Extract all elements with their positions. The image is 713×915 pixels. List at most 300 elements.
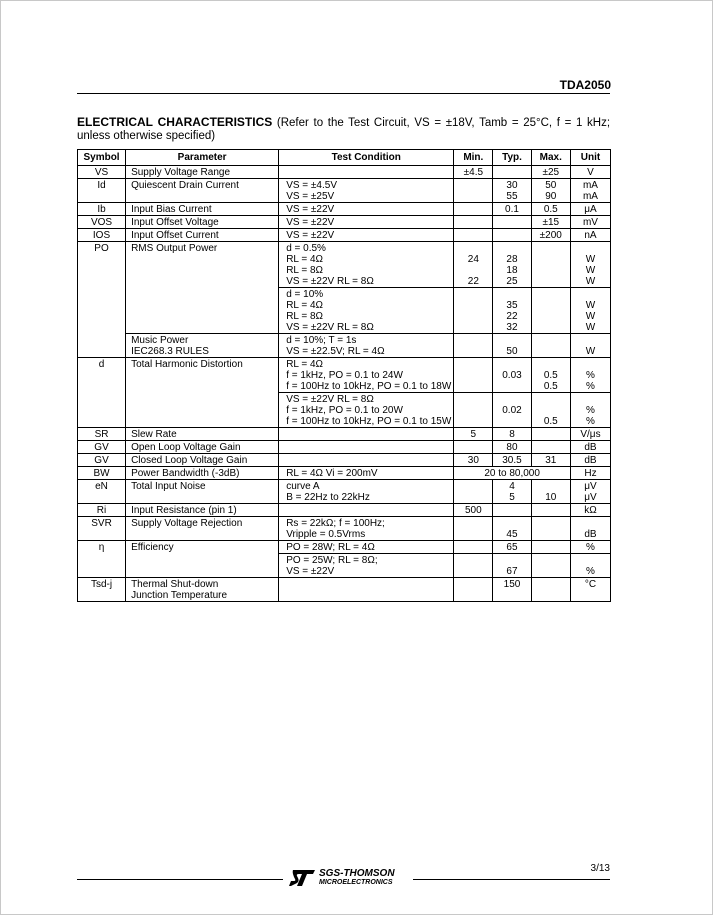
max-cell-line: ±200 bbox=[539, 230, 562, 241]
max-cell-line: 0.5 bbox=[543, 416, 558, 427]
unit-cell-line: μV bbox=[584, 481, 597, 492]
max-cell-line bbox=[534, 254, 568, 265]
max-cell bbox=[531, 166, 570, 179]
unit-cell bbox=[570, 517, 610, 541]
symbol-cell: d bbox=[78, 358, 126, 393]
min-cell: ±4.5 bbox=[454, 166, 493, 179]
max-cell-line: 31 bbox=[545, 455, 557, 466]
min-cell-line bbox=[456, 217, 490, 228]
typ-cell-line: 150 bbox=[503, 579, 521, 590]
max-cell bbox=[531, 480, 570, 504]
symbol-cell: SR bbox=[78, 428, 126, 441]
parameter-cell bbox=[126, 288, 279, 334]
typ-cell-line: 0.03 bbox=[502, 370, 522, 381]
unit-cell-line: W bbox=[585, 276, 596, 287]
condition-cell-line: VS = ±4.5V bbox=[286, 180, 337, 191]
typ-cell bbox=[493, 504, 531, 517]
min-cell bbox=[454, 554, 493, 578]
condition-cell bbox=[279, 441, 454, 454]
unit-cell-line: W bbox=[585, 346, 596, 357]
max-cell bbox=[531, 242, 570, 288]
parameter-cell bbox=[126, 179, 279, 203]
unit-cell-line: % bbox=[586, 566, 595, 577]
parameter-cell-line: Open Loop Voltage Gain bbox=[131, 442, 241, 453]
condition-cell-line bbox=[286, 579, 451, 590]
min-cell-line bbox=[456, 416, 490, 427]
condition-cell-line: d = 10% bbox=[286, 289, 324, 300]
unit-cell-line: % bbox=[586, 381, 595, 392]
symbol-cell bbox=[78, 288, 126, 334]
min-cell-line bbox=[456, 405, 490, 416]
parameter-cell bbox=[126, 480, 279, 504]
condition-cell-line: VS = ±22V RL = 8Ω bbox=[286, 322, 374, 333]
max-cell-line bbox=[534, 566, 568, 577]
symbol-cell bbox=[78, 554, 126, 578]
max-cell bbox=[531, 578, 570, 602]
typ-cell bbox=[493, 578, 531, 602]
unit-cell-line: μV bbox=[584, 492, 597, 503]
unit-cell-line: % bbox=[586, 405, 595, 416]
parameter-cell bbox=[126, 467, 279, 480]
unit-cell-line: % bbox=[586, 370, 595, 381]
max-cell-line: 0.5 bbox=[543, 381, 558, 392]
max-cell bbox=[531, 517, 570, 541]
min-cell-line bbox=[456, 191, 490, 202]
unit-cell-line: dB bbox=[584, 529, 597, 540]
condition-cell bbox=[279, 454, 454, 467]
symbol-cell: PO bbox=[78, 242, 126, 288]
table-row bbox=[78, 467, 611, 480]
max-cell-line bbox=[534, 243, 568, 254]
max-cell-line bbox=[534, 529, 568, 540]
max-cell-line bbox=[534, 429, 568, 440]
max-cell-line: ±15 bbox=[542, 217, 560, 228]
symbol-cell: IOS bbox=[78, 229, 126, 242]
min-cell-line bbox=[456, 243, 490, 254]
min-cell-line: 24 bbox=[467, 254, 479, 265]
table-row bbox=[78, 358, 611, 393]
typ-cell-line: 4 bbox=[509, 481, 515, 492]
max-cell-line bbox=[534, 555, 568, 566]
condition-cell-line: d = 10%; T = 1s bbox=[286, 335, 357, 346]
unit-cell-line: W bbox=[585, 265, 596, 276]
condition-cell-line bbox=[286, 442, 451, 453]
parameter-cell bbox=[126, 428, 279, 441]
typ-cell-line: 32 bbox=[506, 322, 518, 333]
typ-cell bbox=[493, 203, 531, 216]
min-cell-line bbox=[456, 300, 490, 311]
symbol-cell: GV bbox=[78, 441, 126, 454]
min-cell-line bbox=[456, 442, 490, 453]
min-cell-line bbox=[456, 359, 490, 370]
condition-cell bbox=[279, 428, 454, 441]
min-cell-line bbox=[456, 289, 490, 300]
table-row bbox=[78, 216, 611, 229]
parameter-cell bbox=[126, 504, 279, 517]
max-cell-line bbox=[534, 518, 568, 529]
symbol-cell: VOS bbox=[78, 216, 126, 229]
unit-cell-line bbox=[573, 394, 608, 405]
parameter-cell bbox=[126, 441, 279, 454]
unit-cell-line: dB bbox=[584, 442, 597, 453]
condition-cell-line: VS = ±22V bbox=[286, 230, 335, 241]
min-cell bbox=[454, 242, 493, 288]
value-span-cell: 20 to 80,000 bbox=[454, 467, 571, 480]
typ-cell-line: 25 bbox=[506, 276, 518, 287]
part-number: TDA2050 bbox=[559, 78, 611, 92]
typ-cell-line: 65 bbox=[506, 542, 518, 553]
typ-cell-line: 0.02 bbox=[502, 405, 522, 416]
condition-cell bbox=[279, 216, 454, 229]
typ-cell bbox=[493, 166, 531, 179]
column-header-typ: Typ. bbox=[493, 150, 531, 166]
condition-cell bbox=[279, 393, 454, 428]
symbol-cell: VS bbox=[78, 166, 126, 179]
table-header-row bbox=[78, 150, 611, 166]
unit-cell-line bbox=[573, 335, 608, 346]
max-cell bbox=[531, 203, 570, 216]
unit-cell-line: kΩ bbox=[584, 505, 597, 516]
parameter-cell bbox=[126, 358, 279, 393]
typ-cell bbox=[493, 480, 531, 504]
condition-cell-line: f = 100Hz to 10kHz, PO = 0.1 to 18W bbox=[286, 381, 452, 392]
table-row bbox=[78, 541, 611, 554]
table-row bbox=[78, 504, 611, 517]
symbol-cell bbox=[78, 334, 126, 358]
unit-cell bbox=[570, 441, 610, 454]
parameter-cell-line bbox=[131, 394, 276, 405]
unit-cell-line bbox=[573, 555, 608, 566]
table-row bbox=[78, 578, 611, 602]
max-cell-line bbox=[534, 405, 568, 416]
max-cell bbox=[531, 179, 570, 203]
table-row bbox=[78, 288, 611, 334]
max-cell-line bbox=[534, 322, 568, 333]
typ-cell-line bbox=[495, 381, 528, 392]
max-cell-line bbox=[534, 505, 568, 516]
min-cell-line bbox=[456, 370, 490, 381]
max-cell-line: 90 bbox=[545, 191, 557, 202]
parameter-cell bbox=[126, 578, 279, 602]
typ-cell-line: 28 bbox=[506, 254, 518, 265]
table-row bbox=[78, 393, 611, 428]
column-header-parameter: Parameter bbox=[126, 150, 279, 166]
min-cell-line bbox=[456, 265, 490, 276]
min-cell bbox=[454, 203, 493, 216]
table-row bbox=[78, 229, 611, 242]
header-rule bbox=[77, 93, 610, 94]
condition-cell-line: PO = 25W; RL = 8Ω; bbox=[286, 555, 378, 566]
typ-cell-line: 55 bbox=[506, 191, 518, 202]
unit-cell-line: % bbox=[586, 542, 595, 553]
unit-cell-line: % bbox=[586, 416, 595, 427]
symbol-cell: eN bbox=[78, 480, 126, 504]
unit-cell bbox=[570, 179, 610, 203]
parameter-cell bbox=[126, 554, 279, 578]
unit-cell bbox=[570, 242, 610, 288]
typ-cell bbox=[493, 541, 531, 554]
min-cell bbox=[454, 393, 493, 428]
unit-cell-line: mA bbox=[582, 191, 598, 202]
typ-cell-line bbox=[495, 394, 528, 405]
symbol-cell: Ri bbox=[78, 504, 126, 517]
parameter-cell bbox=[126, 229, 279, 242]
condition-cell bbox=[279, 203, 454, 216]
table-row bbox=[78, 166, 611, 179]
parameter-cell bbox=[126, 166, 279, 179]
unit-cell bbox=[570, 504, 610, 517]
unit-cell bbox=[570, 554, 610, 578]
unit-cell-line: dB bbox=[584, 455, 597, 466]
section-subtitle: (Refer to the Test Circuit, VS = ±18V, Tamb = 25°C, f = 1 kHz; unless otherwise specified) bbox=[77, 117, 611, 142]
condition-cell bbox=[279, 179, 454, 203]
parameter-cell-line: Closed Loop Voltage Gain bbox=[131, 455, 248, 466]
table-row bbox=[78, 242, 611, 288]
condition-cell-line: f = 1kHz, PO = 0.1 to 24W bbox=[286, 370, 403, 381]
condition-cell bbox=[279, 358, 454, 393]
max-cell-line: 10 bbox=[545, 492, 557, 503]
typ-cell-line: 50 bbox=[506, 346, 518, 357]
condition-cell-line: VS = ±22V bbox=[286, 204, 335, 215]
max-cell-line: 0.5 bbox=[543, 204, 558, 215]
condition-cell bbox=[279, 166, 454, 179]
condition-cell-line: RL = 4Ω bbox=[286, 359, 324, 370]
max-cell-line bbox=[534, 394, 568, 405]
typ-cell-line: 18 bbox=[506, 265, 518, 276]
unit-cell bbox=[570, 288, 610, 334]
typ-cell-line: 5 bbox=[509, 492, 515, 503]
typ-cell bbox=[493, 229, 531, 242]
brand-name: SGS-THOMSON bbox=[319, 868, 395, 879]
min-cell-line bbox=[456, 518, 490, 529]
max-cell-line bbox=[534, 311, 568, 322]
max-cell bbox=[531, 441, 570, 454]
min-cell bbox=[454, 428, 493, 441]
condition-cell-line bbox=[286, 167, 451, 178]
typ-cell-line bbox=[495, 217, 528, 228]
table-row bbox=[78, 203, 611, 216]
typ-cell bbox=[493, 216, 531, 229]
max-cell-line bbox=[534, 300, 568, 311]
parameter-cell-line: Input Offset Voltage bbox=[131, 217, 219, 228]
unit-cell-line: °C bbox=[584, 579, 597, 590]
condition-cell bbox=[279, 334, 454, 358]
condition-cell-line: RL = 8Ω bbox=[286, 311, 324, 322]
min-cell-line bbox=[456, 555, 490, 566]
unit-cell-line: W bbox=[585, 311, 596, 322]
condition-cell-line: Vripple = 0.5Vrms bbox=[286, 529, 366, 540]
max-cell bbox=[531, 358, 570, 393]
max-cell-line bbox=[534, 289, 568, 300]
max-cell-line: ±25 bbox=[542, 167, 560, 178]
unit-cell-line bbox=[573, 359, 608, 370]
symbol-cell: SVR bbox=[78, 517, 126, 541]
st-logo-icon bbox=[289, 870, 317, 886]
condition-cell-line bbox=[286, 505, 451, 516]
unit-cell-line: V/μs bbox=[580, 429, 601, 440]
min-cell-line bbox=[456, 566, 490, 577]
max-cell-line bbox=[534, 481, 568, 492]
min-cell bbox=[454, 229, 493, 242]
typ-cell bbox=[493, 334, 531, 358]
unit-cell-line: mA bbox=[582, 180, 598, 191]
column-header-max: Max. bbox=[531, 150, 570, 166]
typ-cell bbox=[493, 358, 531, 393]
min-cell-line bbox=[456, 542, 490, 553]
intro-paragraph bbox=[77, 116, 610, 143]
parameter-cell-line: Supply Voltage Rejection bbox=[131, 518, 243, 529]
unit-cell-line: nA bbox=[584, 230, 597, 241]
condition-cell-line: d = 0.5% bbox=[286, 243, 326, 254]
typ-cell-line bbox=[495, 230, 528, 241]
table-row bbox=[78, 441, 611, 454]
parameter-cell-line: Slew Rate bbox=[131, 429, 177, 440]
parameter-cell-line: Efficiency bbox=[131, 542, 174, 553]
max-cell bbox=[531, 554, 570, 578]
condition-cell-line: B = 22Hz to 22kHz bbox=[286, 492, 370, 503]
parameter-cell-line: Total Input Noise bbox=[131, 481, 206, 492]
unit-cell bbox=[570, 578, 610, 602]
max-cell-line bbox=[534, 335, 568, 346]
symbol-cell: η bbox=[78, 541, 126, 554]
typ-cell-line: 45 bbox=[506, 529, 518, 540]
unit-cell-line: W bbox=[585, 254, 596, 265]
min-cell bbox=[454, 517, 493, 541]
condition-cell bbox=[279, 541, 454, 554]
max-cell bbox=[531, 504, 570, 517]
parameter-cell-line: Input Resistance (pin 1) bbox=[131, 505, 237, 516]
condition-cell-line: curve A bbox=[286, 481, 320, 492]
condition-cell-line: VS = ±22V RL = 8Ω bbox=[286, 394, 374, 405]
typ-cell bbox=[493, 554, 531, 578]
table-row bbox=[78, 428, 611, 441]
condition-cell-line: VS = ±25V bbox=[286, 191, 335, 202]
max-cell bbox=[531, 393, 570, 428]
unit-cell bbox=[570, 229, 610, 242]
typ-cell bbox=[493, 454, 531, 467]
unit-cell bbox=[570, 467, 610, 480]
max-cell bbox=[531, 229, 570, 242]
condition-cell-line: RL = 8Ω bbox=[286, 265, 324, 276]
max-cell bbox=[531, 454, 570, 467]
condition-cell bbox=[279, 554, 454, 578]
condition-cell bbox=[279, 467, 454, 480]
condition-cell bbox=[279, 242, 454, 288]
condition-cell-line: RL = 4Ω bbox=[286, 254, 324, 265]
unit-cell bbox=[570, 393, 610, 428]
condition-cell-line bbox=[286, 455, 451, 466]
condition-cell bbox=[279, 288, 454, 334]
min-cell-line bbox=[456, 481, 490, 492]
typ-cell bbox=[493, 288, 531, 334]
typ-cell-line bbox=[495, 555, 528, 566]
max-cell bbox=[531, 428, 570, 441]
unit-cell bbox=[570, 203, 610, 216]
typ-cell-line: 8 bbox=[509, 429, 515, 440]
min-cell bbox=[454, 216, 493, 229]
min-cell-line: 500 bbox=[464, 505, 482, 516]
typ-cell-line: 30 bbox=[506, 180, 518, 191]
parameter-cell-line: Input Offset Current bbox=[131, 230, 219, 241]
condition-cell-line: f = 100Hz to 10kHz, PO = 0.1 to 15W bbox=[286, 416, 452, 427]
typ-cell-line bbox=[495, 359, 528, 370]
typ-cell bbox=[493, 517, 531, 541]
min-cell bbox=[454, 179, 493, 203]
symbol-cell bbox=[78, 393, 126, 428]
symbol-cell: Tsd-j bbox=[78, 578, 126, 602]
min-cell-line: 5 bbox=[470, 429, 477, 440]
max-cell-line: 0.5 bbox=[543, 370, 558, 381]
column-header-min: Min. bbox=[454, 150, 493, 166]
typ-cell-line bbox=[495, 518, 528, 529]
parameter-cell bbox=[126, 393, 279, 428]
max-cell-line: 50 bbox=[545, 180, 557, 191]
parameter-cell-line: Thermal Shut-down bbox=[131, 579, 219, 590]
company-logo bbox=[283, 867, 413, 889]
condition-cell-line: Rs = 22kΩ; f = 100Hz; bbox=[286, 518, 385, 529]
min-cell bbox=[454, 441, 493, 454]
parameter-cell bbox=[126, 334, 279, 358]
parameter-cell-line bbox=[131, 555, 276, 566]
column-header-test-condition: Test Condition bbox=[279, 150, 454, 166]
parameter-cell-line: RMS Output Power bbox=[131, 243, 218, 254]
symbol-cell: GV bbox=[78, 454, 126, 467]
unit-cell-line: mV bbox=[582, 217, 598, 228]
unit-cell-line bbox=[573, 243, 608, 254]
parameter-cell bbox=[126, 541, 279, 554]
max-cell-line bbox=[534, 276, 568, 287]
condition-cell-line: VS = ±22.5V; RL = 4Ω bbox=[286, 346, 385, 357]
table-row bbox=[78, 517, 611, 541]
max-cell-line bbox=[534, 442, 568, 453]
parameter-cell bbox=[126, 454, 279, 467]
min-cell-line bbox=[456, 579, 490, 590]
unit-cell bbox=[570, 428, 610, 441]
condition-cell-line: VS = ±22V RL = 8Ω bbox=[286, 276, 374, 287]
table-row bbox=[78, 334, 611, 358]
typ-cell-line bbox=[495, 167, 528, 178]
unit-cell-line bbox=[573, 289, 608, 300]
parameter-cell-line: Music Power bbox=[131, 335, 189, 346]
parameter-cell-line: Input Bias Current bbox=[131, 204, 212, 215]
min-cell-line bbox=[456, 529, 490, 540]
table-row bbox=[78, 554, 611, 578]
min-cell-line bbox=[456, 230, 490, 241]
section-heading: ELECTRICAL CHARACTERISTICS bbox=[77, 115, 273, 129]
parameter-cell-line: Quiescent Drain Current bbox=[131, 180, 239, 191]
condition-cell-line: VS = ±22V bbox=[286, 566, 335, 577]
min-cell-line bbox=[456, 311, 490, 322]
min-cell-line bbox=[456, 180, 490, 191]
parameter-cell bbox=[126, 517, 279, 541]
max-cell-line bbox=[534, 579, 568, 590]
max-cell-line bbox=[534, 359, 568, 370]
typ-cell-line bbox=[495, 289, 528, 300]
typ-cell bbox=[493, 428, 531, 441]
unit-cell-line: W bbox=[585, 322, 596, 333]
parameter-cell bbox=[126, 242, 279, 288]
typ-cell-line: 30.5 bbox=[502, 455, 522, 466]
condition-cell-line: RL = 4Ω Vi = 200mV bbox=[286, 468, 378, 479]
typ-cell-line: 22 bbox=[506, 311, 518, 322]
typ-cell-line bbox=[495, 243, 528, 254]
min-cell bbox=[454, 334, 493, 358]
condition-cell bbox=[279, 480, 454, 504]
unit-cell bbox=[570, 216, 610, 229]
typ-cell-line: 80 bbox=[506, 442, 518, 453]
table-row bbox=[78, 454, 611, 467]
min-cell-line: 22 bbox=[467, 276, 479, 287]
